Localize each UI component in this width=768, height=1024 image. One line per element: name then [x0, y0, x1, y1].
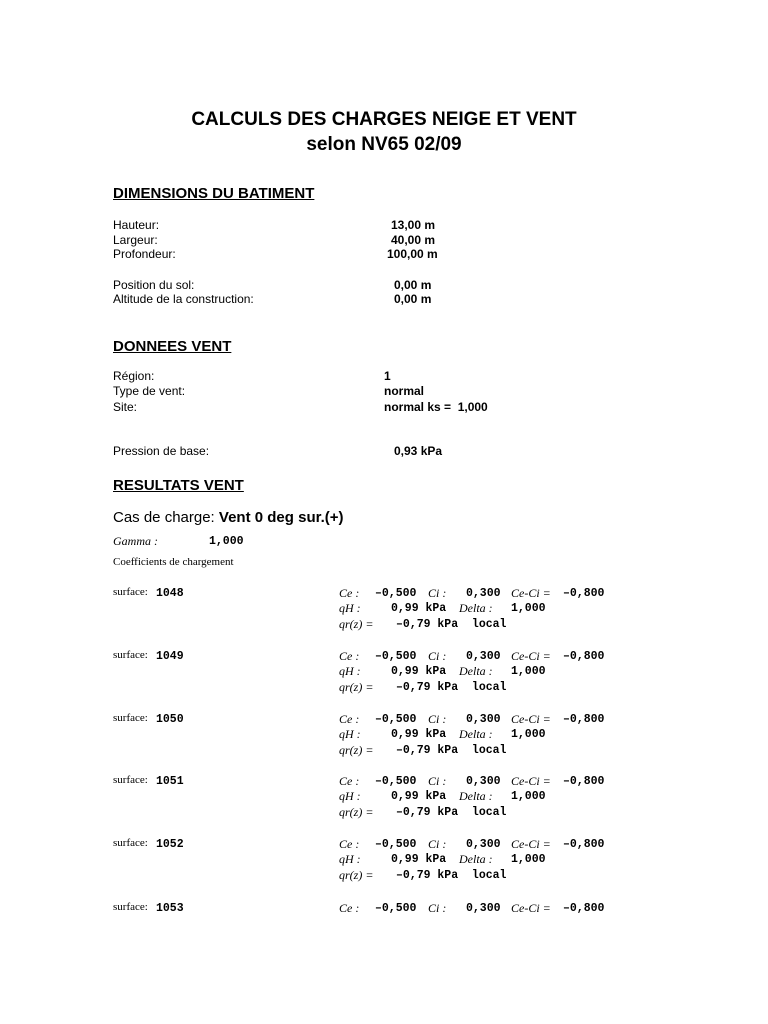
- ci-label: Ci :: [428, 586, 447, 600]
- base-pressure-value: 0,93 kPa: [394, 444, 443, 458]
- qh-label: qH :: [339, 727, 361, 741]
- qr-label: qr(z) =: [339, 680, 374, 694]
- dimensions-heading: DIMENSIONS DU BATIMENT: [113, 185, 315, 202]
- height-value: 13,00 m: [391, 218, 436, 232]
- surface-label: surface:: [113, 712, 148, 724]
- ce-ci-label: Ce-Ci =: [511, 774, 551, 788]
- ce-label: Ce :: [339, 586, 360, 600]
- delta-value: 1,000: [511, 853, 546, 866]
- qr-value: –0,79 kPa local: [396, 681, 507, 694]
- qh-value: 0,99 kPa: [391, 602, 447, 615]
- region-value: 1: [384, 369, 391, 383]
- ce-ci-value: –0,800: [563, 902, 605, 915]
- delta-value: 1,000: [511, 665, 546, 678]
- delta-value: 1,000: [511, 790, 546, 803]
- ce-ci-label: Ce-Ci =: [511, 712, 551, 726]
- qh-label: qH :: [339, 664, 361, 678]
- qr-label: qr(z) =: [339, 617, 374, 631]
- ce-ci-value: –0,800: [563, 775, 605, 788]
- ce-label: Ce :: [339, 901, 360, 915]
- qh-label: qH :: [339, 789, 361, 803]
- qh-value: 0,99 kPa: [391, 853, 447, 866]
- delta-label: Delta :: [459, 789, 493, 803]
- ci-value: 0,300: [466, 587, 501, 600]
- ci-value: 0,300: [466, 713, 501, 726]
- delta-value: 1,000: [511, 728, 546, 741]
- qr-value: –0,79 kPa local: [396, 869, 507, 882]
- delta-value: 1,000: [511, 602, 546, 615]
- depth-label: Profondeur:: [113, 247, 176, 261]
- delta-label: Delta :: [459, 601, 493, 615]
- ci-label: Ci :: [428, 837, 447, 851]
- surface-id: 1048: [156, 587, 184, 600]
- width-label: Largeur:: [113, 233, 158, 247]
- ci-value: 0,300: [466, 650, 501, 663]
- qr-value: –0,79 kPa local: [396, 744, 507, 757]
- surface-label: surface:: [113, 649, 148, 661]
- ce-value: –0,500: [375, 902, 417, 915]
- coefficients-heading: Coefficients de chargement: [113, 556, 234, 568]
- altitude-value: 0,00 m: [394, 292, 432, 306]
- ce-value: –0,500: [375, 713, 417, 726]
- ci-label: Ci :: [428, 649, 447, 663]
- load-case-value: Vent 0 deg sur.(+): [218, 509, 344, 526]
- qh-label: qH :: [339, 601, 361, 615]
- page-title: CALCULS DES CHARGES NEIGE ET VENT: [191, 109, 577, 130]
- qr-value: –0,79 kPa local: [396, 618, 507, 631]
- site-value: normal ks = 1,000: [384, 400, 488, 414]
- site-label: Site:: [113, 400, 138, 414]
- wind-results-heading: RESULTATS VENT: [113, 477, 244, 494]
- ce-label: Ce :: [339, 712, 360, 726]
- ce-ci-value: –0,800: [563, 838, 605, 851]
- delta-label: Delta :: [459, 852, 493, 866]
- qr-label: qr(z) =: [339, 868, 374, 882]
- wind-type-value: normal: [384, 384, 425, 398]
- ce-ci-label: Ce-Ci =: [511, 901, 551, 915]
- qr-label: qr(z) =: [339, 743, 374, 757]
- ce-label: Ce :: [339, 774, 360, 788]
- ci-value: 0,300: [466, 838, 501, 851]
- ce-value: –0,500: [375, 587, 417, 600]
- surface-label: surface:: [113, 837, 148, 849]
- base-pressure-label: Pression de base:: [113, 444, 210, 458]
- ground-position-label: Position du sol:: [113, 278, 195, 292]
- ci-label: Ci :: [428, 774, 447, 788]
- page-subtitle: selon NV65 02/09: [306, 134, 462, 155]
- qr-label: qr(z) =: [339, 805, 374, 819]
- delta-label: Delta :: [459, 727, 493, 741]
- ce-value: –0,500: [375, 650, 417, 663]
- ce-value: –0,500: [375, 838, 417, 851]
- width-value: 40,00 m: [391, 233, 436, 247]
- load-case-label: Cas de charge:: [113, 509, 215, 526]
- ci-value: 0,300: [466, 902, 501, 915]
- gamma-value: 1,000: [209, 535, 244, 548]
- surface-label: surface:: [113, 774, 148, 786]
- surface-id: 1051: [156, 775, 184, 788]
- ci-label: Ci :: [428, 901, 447, 915]
- surface-label: surface:: [113, 901, 148, 913]
- altitude-label: Altitude de la construction:: [113, 292, 254, 306]
- ce-ci-value: –0,800: [563, 587, 605, 600]
- surface-id: 1052: [156, 838, 184, 851]
- ground-position-value: 0,00 m: [394, 278, 432, 292]
- load-case: [113, 509, 344, 526]
- ce-ci-value: –0,800: [563, 650, 605, 663]
- ce-ci-label: Ce-Ci =: [511, 837, 551, 851]
- region-label: Région:: [113, 369, 155, 383]
- ce-value: –0,500: [375, 775, 417, 788]
- delta-label: Delta :: [459, 664, 493, 678]
- surface-id: 1050: [156, 713, 184, 726]
- ci-label: Ci :: [428, 712, 447, 726]
- qh-value: 0,99 kPa: [391, 728, 447, 741]
- ce-ci-value: –0,800: [563, 713, 605, 726]
- wind-data-heading: DONNEES VENT: [113, 338, 232, 355]
- ce-label: Ce :: [339, 649, 360, 663]
- qr-value: –0,79 kPa local: [396, 806, 507, 819]
- surface-label: surface:: [113, 586, 148, 598]
- depth-value: 100,00 m: [387, 247, 438, 261]
- gamma-label: Gamma :: [113, 534, 158, 548]
- ce-ci-label: Ce-Ci =: [511, 586, 551, 600]
- wind-type-label: Type de vent:: [113, 384, 186, 398]
- qh-value: 0,99 kPa: [391, 790, 447, 803]
- surface-id: 1049: [156, 650, 184, 663]
- ci-value: 0,300: [466, 775, 501, 788]
- qh-label: qH :: [339, 852, 361, 866]
- qh-value: 0,99 kPa: [391, 665, 447, 678]
- height-label: Hauteur:: [113, 218, 160, 232]
- ce-ci-label: Ce-Ci =: [511, 649, 551, 663]
- surface-id: 1053: [156, 902, 184, 915]
- ce-label: Ce :: [339, 837, 360, 851]
